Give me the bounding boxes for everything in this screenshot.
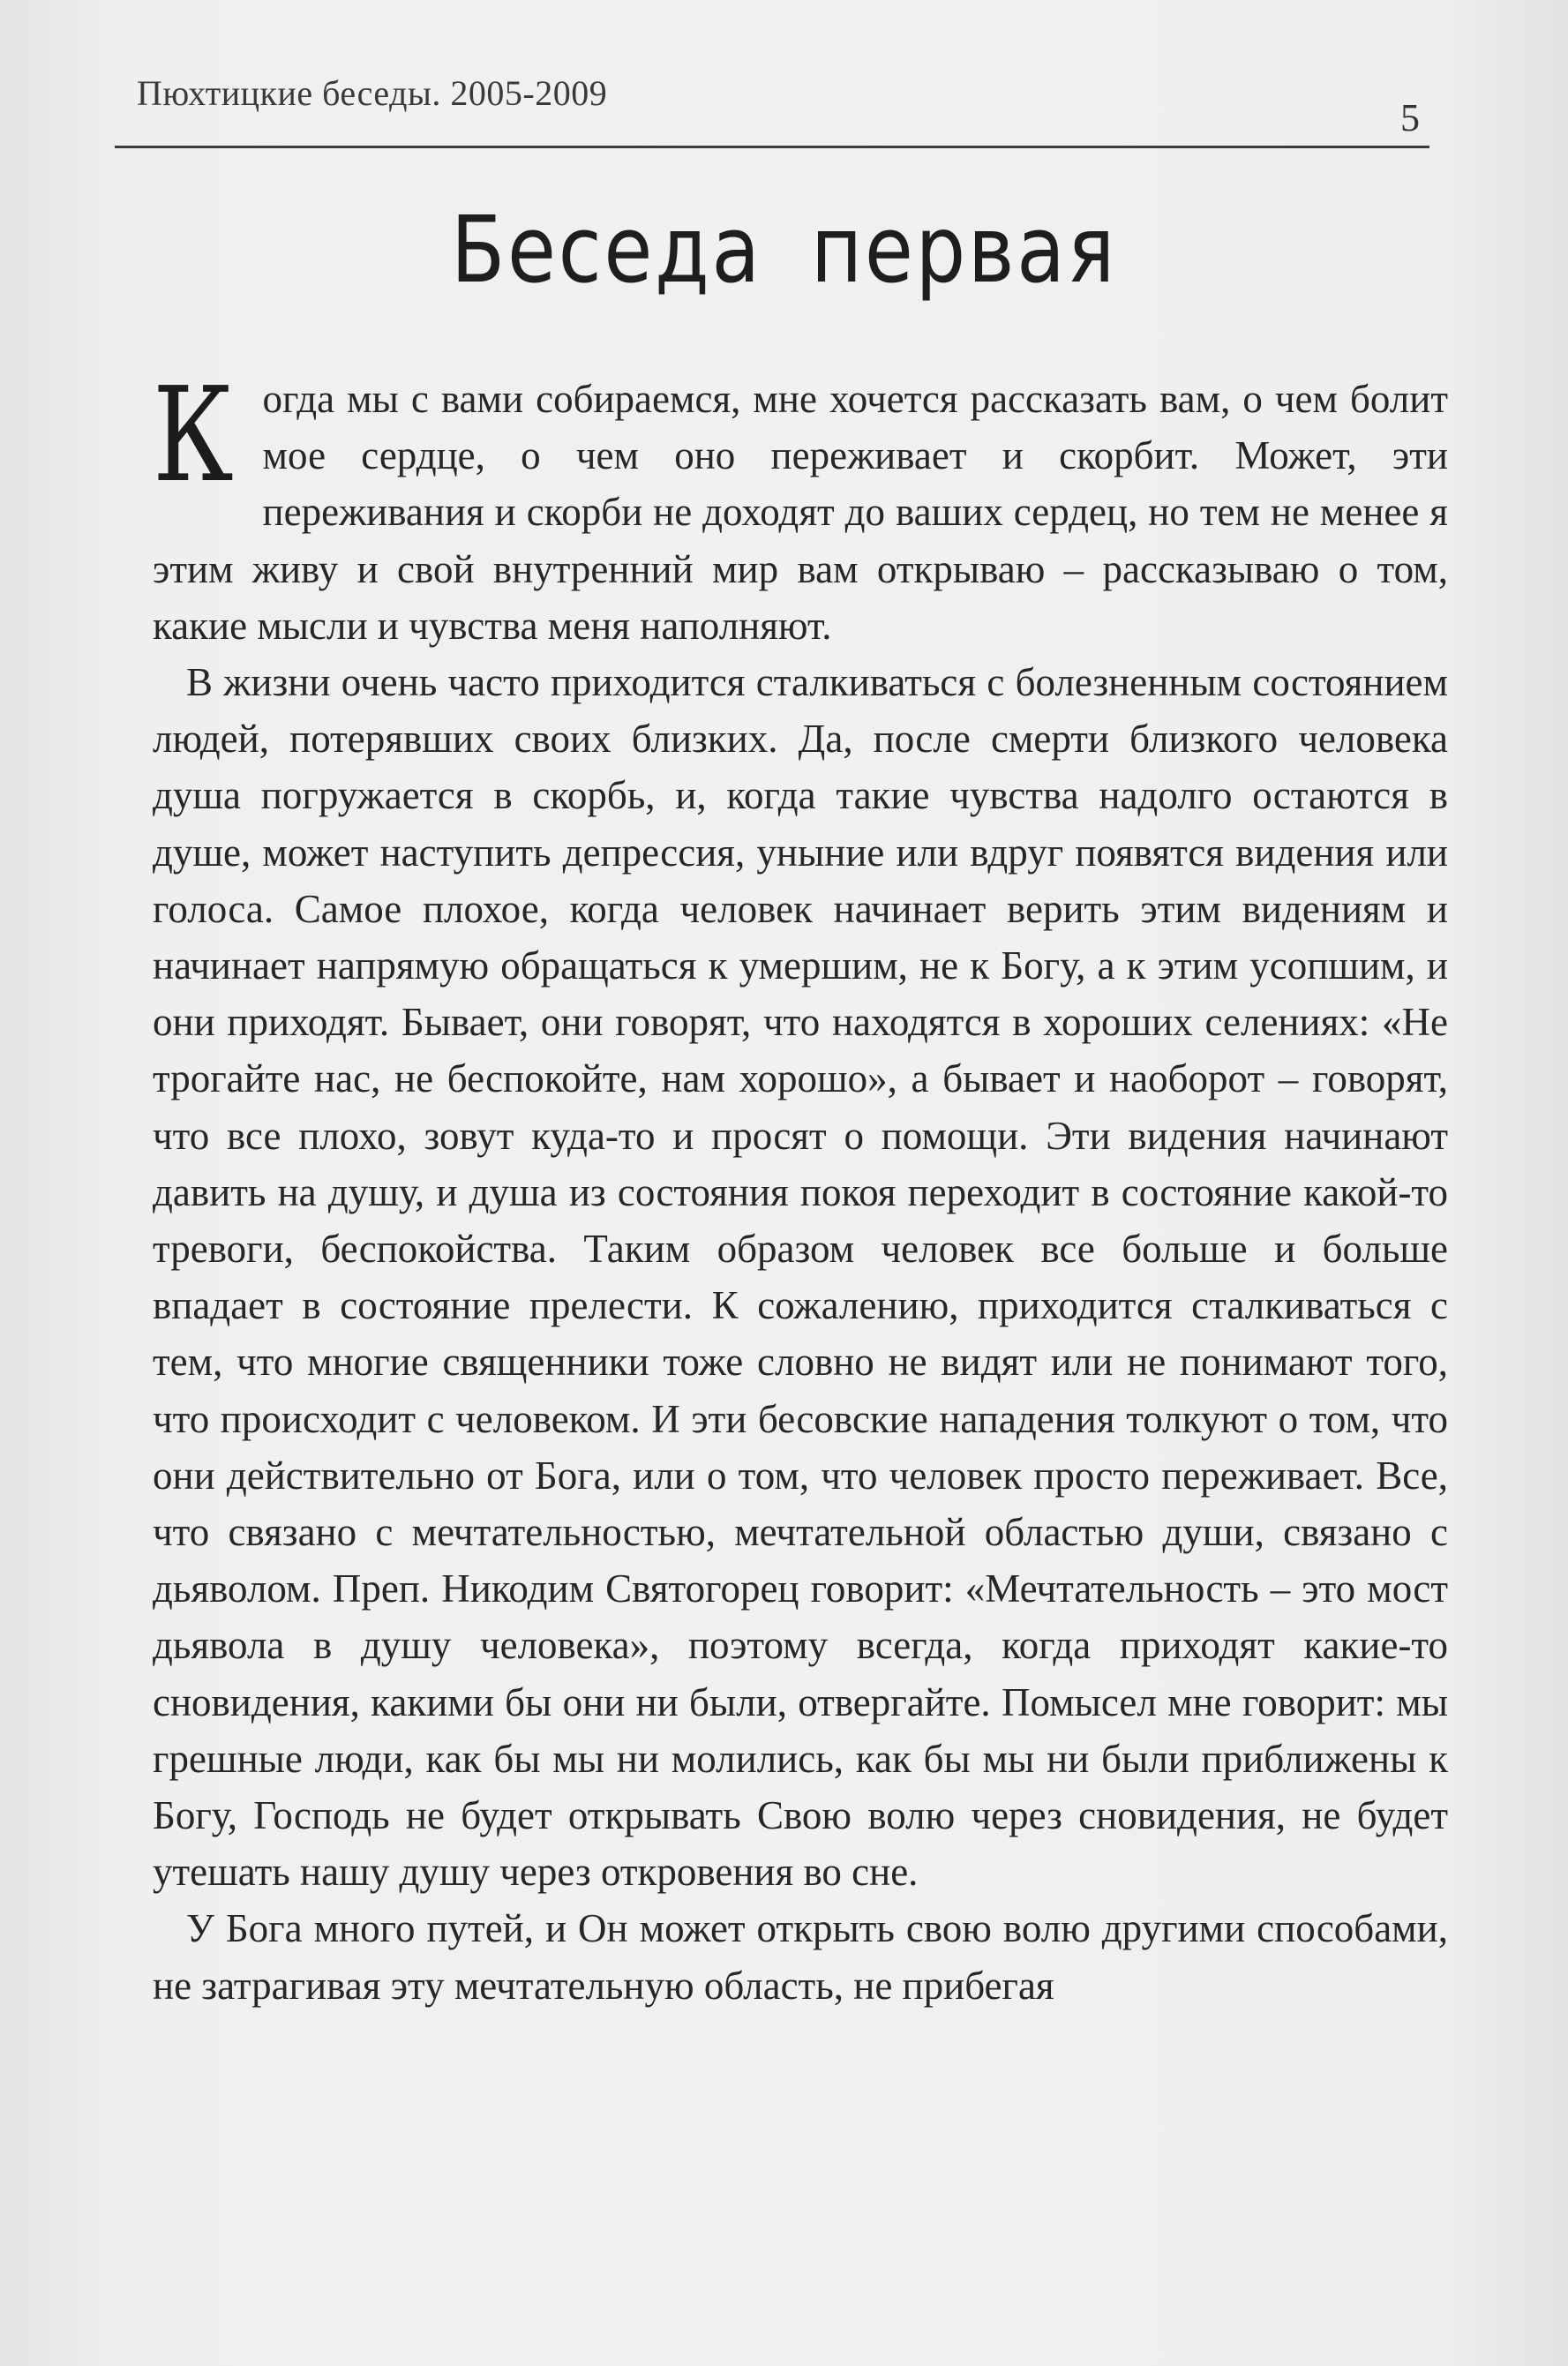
running-head-title: Пюхтицкие беседы. 2005-2009 (137, 73, 608, 113)
paragraph-3: У Бога много путей, и Он может открыть свою волю другими способами, не затрагивая эту мечтательную область, не прибегая (153, 1906, 1448, 2008)
drop-cap: К (153, 359, 234, 511)
header-rule (115, 146, 1429, 148)
paragraph-1 (153, 359, 1448, 654)
page-number: 5 (1400, 96, 1420, 139)
body-text (153, 359, 1448, 2014)
chapter-title: Беседа первая (451, 196, 1117, 304)
paragraph-2: В жизни очень часто приходится сталкиваться с болезненным состоянием людей, потерявших своих близких. Да, после смерти близкого человека душа погружается в скорбь, и, когда такие чувства надолго остаются в душе, может наступить депрессия, уныние или вдруг появятся видения или голоса. Самое плохое, когда человек начинает верить этим видениям и начинает напрямую обращаться к умершим, не к Богу, а к этим усопшим, и они приходят. Бывает, они говорят, что находятся в хороших селениях: «Не трогайте нас, не беспокойте, нам хорошо», а бывает и наоборот – говорят, что все плохо, зовут куда-то и просят о помощи. Эти видения начинают давить на душу, и душа из состояния покоя переходит в состояние какой-то тревоги, беспокойства. Таким образом человек все больше и больше впадает в состояние прелести. К сожалению, приходится сталкиваться с тем, что многие священники тоже словно не видят или не понимают того, что происходит с человеком. И эти бесовские нападения толкуют о том, что они действительно от Бога, или о том, что человек просто переживает. Все, что связано с мечтательностью, мечтательной областью души, связано с дьяволом. Преп. Никодим Святогорец говорит: «Мечтательность – это мост дьявола в душу человека», поэтому всегда, когда приходят какие-то сновидения, какими бы они ни были, отвергайте. Помысел мне говорит: мы грешные люди, как бы мы ни молились, как бы мы ни были приближены к Богу, Господь не будет открывать Свою волю через сновидения, не будет утешать нашу душу через откровения во сне. (153, 660, 1448, 1895)
paragraph-1-text: огда мы с вами собираемся, мне хочется рассказать вам, о чем болит мое сердце, о чем оно переживает и скорбит. Может, эти переживания и скорби не доходят до ваших сердец, но тем не менее я этим живу и свой внутренний мир вам открываю – рассказываю о том, какие мысли и чувства меня наполняют. (153, 377, 1448, 648)
